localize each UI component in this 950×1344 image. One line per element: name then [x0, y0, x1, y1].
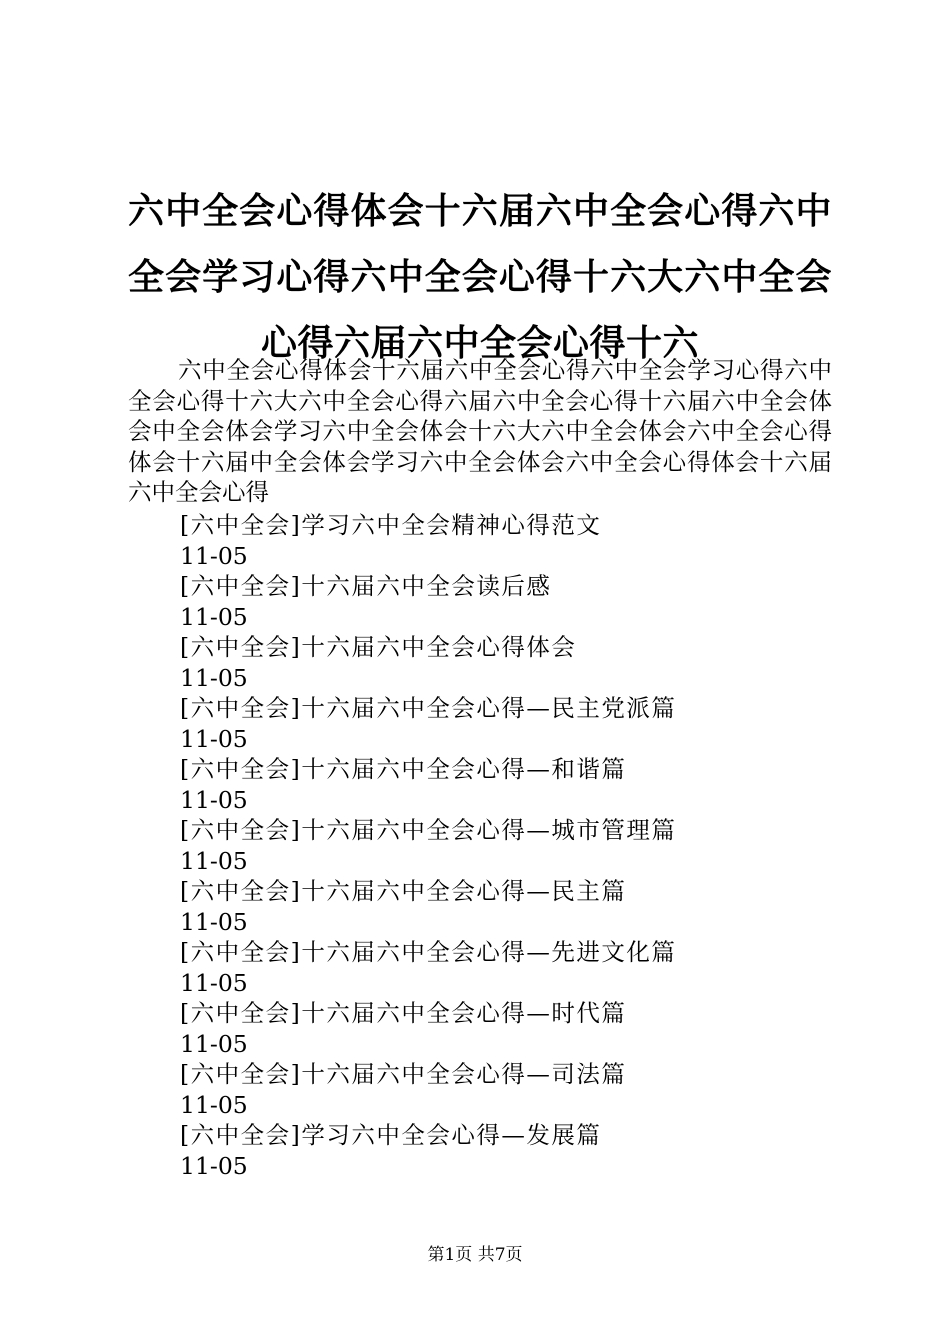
article-date: 11-05	[180, 968, 248, 997]
article-date: 11-05	[180, 1029, 248, 1058]
article-date: 11-05	[180, 1151, 248, 1180]
article-date: 11-05	[180, 846, 248, 875]
article-title: [六中全会]十六届六中全会心得—民主党派篇	[180, 694, 677, 722]
article-date: 11-05	[180, 663, 248, 692]
article-title: [六中全会]十六届六中全会读后感	[180, 572, 552, 600]
document-title: 六中全会心得体会十六届六中全会心得六中全会学习心得六中全会心得十六大六中全会心得六届六中全会心得十六	[128, 190, 832, 364]
article-title: [六中全会]十六届六中全会心得—城市管理篇	[180, 816, 677, 844]
article-date: 11-05	[180, 602, 248, 631]
article-date: 11-05	[180, 541, 248, 570]
article-date: 11-05	[180, 785, 248, 814]
article-title: [六中全会]十六届六中全会心得—时代篇	[180, 999, 627, 1027]
list-item	[180, 1059, 820, 1120]
article-title: [六中全会]十六届六中全会心得—和谐篇	[180, 755, 627, 783]
list-item	[180, 998, 820, 1059]
list-item	[180, 510, 820, 571]
list-item	[180, 571, 820, 632]
article-title: [六中全会]十六届六中全会心得体会	[180, 633, 577, 661]
list-item	[180, 693, 820, 754]
article-title: [六中全会]十六届六中全会心得—先进文化篇	[180, 938, 677, 966]
article-title: [六中全会]十六届六中全会心得—司法篇	[180, 1060, 627, 1088]
list-item	[180, 876, 820, 937]
article-title: [六中全会]学习六中全会心得—发展篇	[180, 1121, 602, 1149]
list-item	[180, 815, 820, 876]
article-title: [六中全会]十六届六中全会心得—民主篇	[180, 877, 627, 905]
page-number: 第1页 共7页	[427, 1245, 523, 1265]
article-date: 11-05	[180, 907, 248, 936]
article-list	[180, 510, 820, 1181]
article-title: [六中全会]学习六中全会精神心得范文	[180, 511, 602, 539]
list-item	[180, 632, 820, 693]
intro-paragraph: 六中全会心得体会十六届六中全会心得六中全会学习心得六中全会心得十六大六中全会心得六届六中全会心得十六届六中全会体会中全会体会学习六中全会体会十六大六中全会体会六中全会心得体会十六届中全会体会学习六中全会体会六中全会心得体会十六届六中全会心得	[128, 356, 832, 506]
list-item	[180, 754, 820, 815]
article-date: 11-05	[180, 1090, 248, 1119]
list-item	[180, 937, 820, 998]
article-date: 11-05	[180, 724, 248, 753]
list-item	[180, 1120, 820, 1181]
